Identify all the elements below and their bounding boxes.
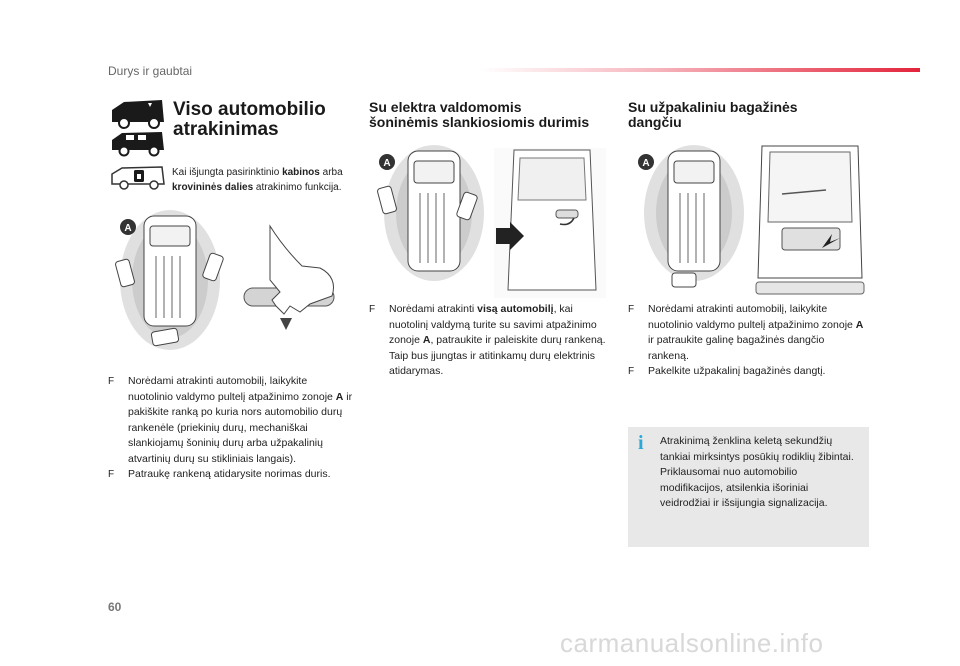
bullet-text: ir pakiškite ranką po kuria nors automobilio durų rankenėle (priekinių durų, mechaniškai slankiojamų šoninių durų arba užpakalinių atvartinių durų su stikliniais langais). [128, 390, 353, 465]
bullet-marker: F [628, 366, 635, 377]
zone-a-marker [378, 153, 396, 171]
note-cabin-cargo [172, 165, 352, 195]
page-number: 60 [108, 600, 122, 614]
bullet-text: Pakelkite užpakalinį bagažinės dangtį. [648, 365, 826, 377]
watermark: carmanualsonline.info [560, 628, 824, 658]
heading-line: šoninėmis slankiosiomis durimis [369, 114, 590, 130]
tailgate-illustration [752, 138, 868, 300]
van-cargo-icon [108, 128, 168, 158]
heading-line: Su elektra valdomomis [369, 99, 522, 115]
header-accent-line [480, 68, 920, 72]
col2-bullet-list [369, 302, 614, 380]
list-item [108, 467, 353, 483]
bullet-text: Norėdami atrakinti automobilį, laikykite nuotolinio valdymo pultelį atpažinimo zonoje [648, 303, 856, 331]
heading-line: dangčiu [628, 114, 682, 130]
info-paragraph: Priklausomai nuo automobilio modifikacijos, atsilenkia išoriniai veidrodžiai ir išsijungia signalizacija. [660, 466, 828, 509]
list-item [628, 364, 868, 380]
bullet-bold: A [855, 318, 864, 331]
col3-bullet-list [628, 302, 868, 380]
note-text: arba [319, 167, 343, 178]
heading-line: atrakinimas [173, 119, 279, 140]
list-item [628, 302, 868, 364]
svg-text:A: A [383, 158, 391, 169]
heading-line: Su užpakaliniu bagažinės [628, 99, 798, 115]
bullet-bold: A [422, 334, 431, 346]
bullet-text: Norėdami atrakinti automobilį, laikykite nuotolinio valdymo pultelį atpažinimo zonoje [128, 375, 336, 403]
note-text: Kai išjungta pasirinktinio [172, 167, 283, 178]
heading-full-unlock [173, 100, 326, 140]
list-item [369, 302, 614, 380]
info-paragraph: Atrakinimą ženklina keletą sekundžių tankiai mirksintys posūkių rodiklių žibintai. [660, 435, 854, 463]
bullet-marker: F [108, 376, 115, 387]
bullet-bold: visą automobilį [477, 303, 554, 315]
bullet-text: Patraukę rankeną atidarysite norimas duris. [128, 468, 331, 480]
sliding-door-illustration [494, 140, 606, 300]
svg-text:A: A [124, 223, 132, 234]
van-lock-icon [108, 164, 168, 192]
bullet-marker: F [369, 304, 376, 315]
bullet-marker: F [108, 469, 115, 480]
zone-a-marker [119, 218, 137, 236]
hand-handle-illustration [240, 222, 350, 342]
col1-bullet-list [108, 374, 353, 483]
note-bold: kabinos [282, 167, 320, 178]
svg-text:A: A [642, 158, 650, 169]
zone-a-marker [637, 153, 655, 171]
note-bold: krovininės dalies [172, 182, 254, 193]
bullet-text: , kai nuotolinį valdymą turite su savimi atpažinimo zonoje [389, 303, 597, 346]
list-item [108, 374, 353, 467]
van-cabin-icon [108, 96, 168, 132]
heading-tailgate [628, 100, 798, 130]
bullet-bold: A [335, 390, 344, 403]
bullet-text: Norėdami atrakinti [389, 303, 478, 315]
heading-electric-sliding [369, 100, 589, 130]
bullet-text: ir patraukite galinę bagažinės dangčio rankeną. [648, 334, 825, 362]
info-icon: i [638, 432, 644, 454]
heading-line: Viso automobilio [173, 99, 326, 120]
bullet-text: , patraukite ir paleiskite durų rankeną. Taip bus įjungtas ir atitinkamų durų elektrinis atidarymas. [389, 334, 606, 377]
note-text: atrakinimo funkcija. [253, 182, 342, 193]
bullet-marker: F [628, 304, 635, 315]
info-text [660, 434, 860, 512]
section-title: Durys ir gaubtai [108, 64, 193, 78]
